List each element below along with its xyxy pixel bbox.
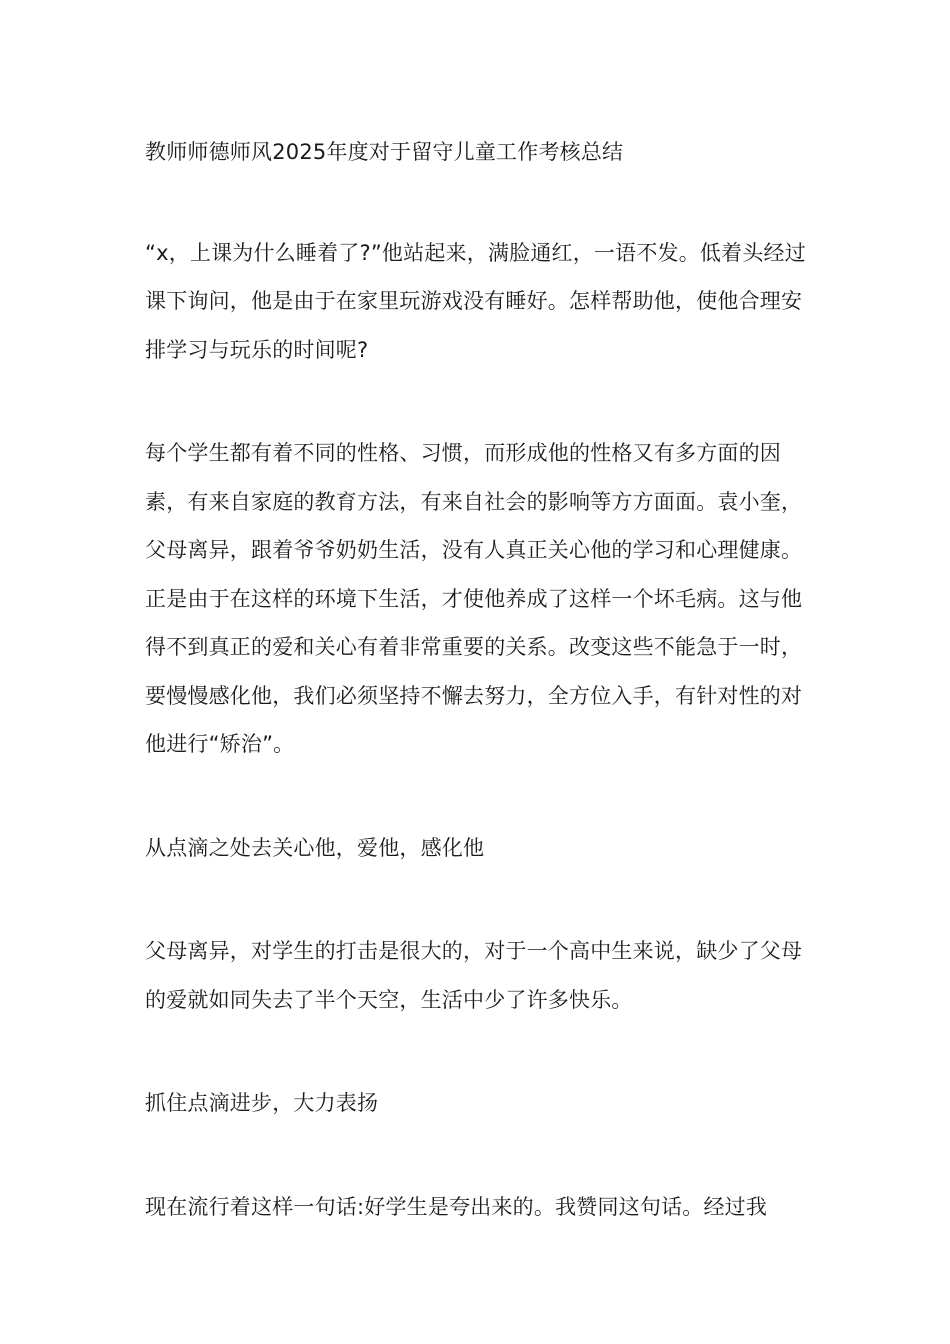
section-heading-2: 抓住点滴进步，大力表扬	[145, 1091, 379, 1115]
paragraph-1: “x，上课为什么睡着了?”他站起来，满脸通红，一语不发。低着头经过课下询问，他是由于在家里玩游戏没有睡好。怎样帮助他，使他合理安排学习与玩乐的时间呢?	[145, 240, 806, 362]
paragraph-4: 现在流行着这样一句话:好学生是夸出来的。我赞同这句话。经过我	[145, 1194, 768, 1219]
paragraph-spacer	[145, 374, 807, 429]
document-body	[145, 128, 807, 1231]
paragraph-spacer	[145, 177, 807, 229]
paragraph-2: 每个学生都有着不同的性格、习惯，而形成他的性格又有多方面的因素，有来自家庭的教育方法，有来自社会的影响等方方面面。袁小奎，父母离异，跟着爷爷奶奶生活，没有人真正关心他的学习和心理健康。正是由于在这样的环境下生活，才使他养成了这样一个坏毛病。这与他得不到真正的爱和关心有着非常重要的关系。改变这些不能急于一时，要慢慢感化他，我们必须坚持不懈去努力，全方位入手，有针对性的对他进行“矫治”。	[145, 441, 803, 756]
paragraph-spacer	[145, 769, 807, 824]
document-title: 教师师德师风2025年度对于留守儿童工作考核总结	[145, 140, 624, 164]
paragraph-spacer	[145, 1024, 807, 1079]
paragraph-spacer	[145, 872, 807, 927]
paragraph-spacer	[145, 1128, 807, 1183]
paragraph-3: 父母离异，对学生的打击是很大的，对于一个高中生来说，缺少了父母的爱就如同失去了半个天空，生活中少了许多快乐。	[145, 939, 803, 1012]
section-heading-1: 从点滴之处去关心他，爱他，感化他	[145, 835, 485, 860]
